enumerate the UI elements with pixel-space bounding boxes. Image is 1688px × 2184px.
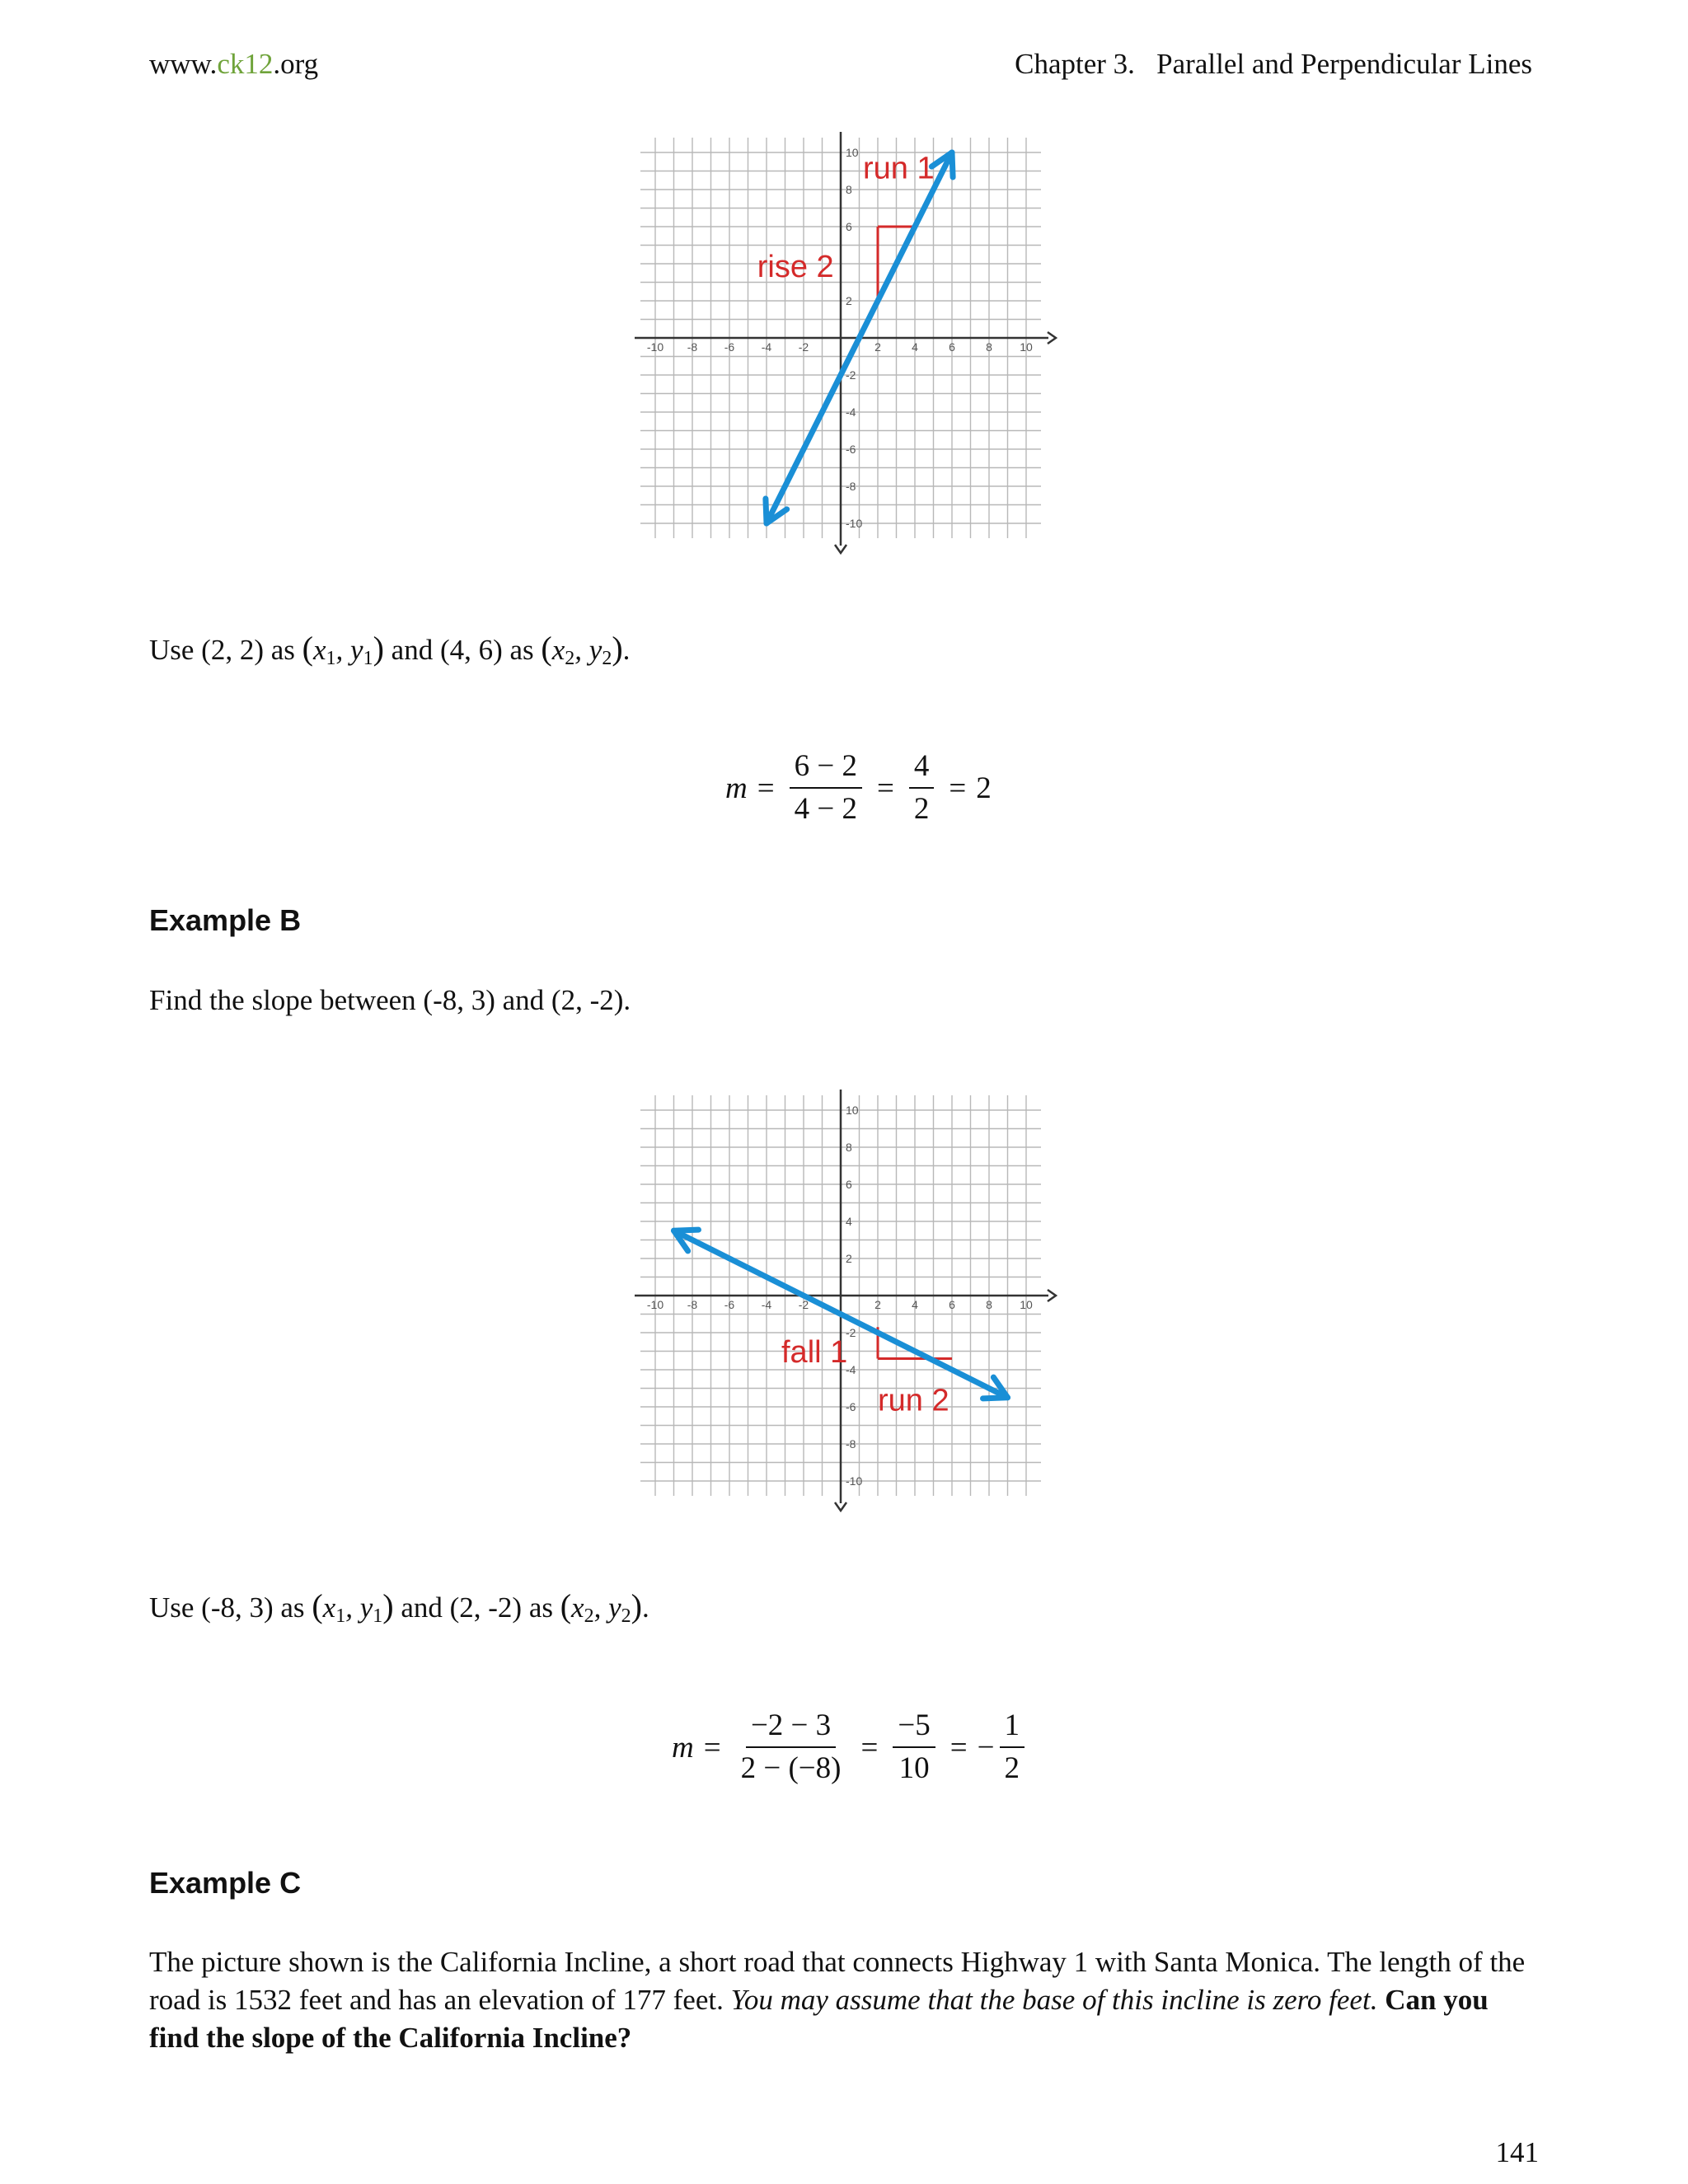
example-c-text-body: The picture shown is the California Incline, a short road that connects Highway 1 with Santa Monica. The length of the road is 1532 feet and has an elevation of 177 feet. [149,1946,1526,2016]
instruction-2-post: . [641,1591,649,1624]
y-tick-label: 4 [846,1215,852,1228]
x-axis-arrow-right [1048,1290,1056,1301]
slope-equation-2: m = $\frac{-2 - 3}{2 - (-8)}$ = $\frac{-5}{10}$ = − $\frac{1}{2}$ [672,1709,1029,1785]
y-tick-label: 2 [846,1252,852,1265]
y-axis-arrow-bottom [835,545,846,553]
example-c-heading: Example C [149,1866,302,1900]
eq1-result: 2 [976,771,992,805]
y-tick-label: 6 [846,1178,852,1191]
eq2-fraction-3 [1000,1709,1025,1785]
x-tick-label: -4 [761,340,772,354]
y-tick-label: -6 [846,1400,856,1413]
x-tick-label: -8 [687,1298,698,1311]
x-tick-label: -4 [761,1298,772,1311]
eq1-num1: 6 − 2 [790,750,862,789]
site-url[interactable] [149,48,318,81]
x-tick-label: -2 [798,1298,809,1311]
y-tick-label: 10 [846,1104,859,1117]
y-tick-label: -10 [846,1474,863,1488]
x-tick-label: -6 [724,340,735,354]
x-tick-label: -10 [646,1298,664,1311]
example-c-text [149,1943,1542,2057]
site-url-brand: ck12 [217,48,274,80]
instruction-1-mid: and (4, 6) as [383,634,542,666]
y-tick-label: -10 [846,517,863,530]
y-tick-label: -8 [846,1437,856,1451]
x-tick-label: 2 [874,1298,881,1311]
x-tick-label: -6 [724,1298,735,1311]
eq2-num2: −5 [893,1709,935,1748]
eq2-den3: 2 [1004,1751,1020,1785]
y-tick-label: 8 [846,183,852,196]
eq2-fraction-1 [736,1709,846,1785]
eq2-num3: 1 [1000,1709,1025,1748]
x-tick-label: 4 [912,1298,918,1311]
eq1-lhs: m [725,771,748,805]
instruction-1-pre: Use (2, 2) as [149,634,302,666]
run-label: run 1 [863,151,935,186]
instruction-2-pre: Use (-8, 3) as [149,1591,312,1624]
eq2-fraction-2 [893,1709,935,1785]
run-label: run 2 [878,1383,950,1418]
eq2-num1: −2 − 3 [746,1709,836,1748]
eq2-negative-sign: − [977,1730,995,1765]
fall-label: fall 1 [781,1335,848,1370]
eq1-den1: 4 − 2 [794,792,857,826]
y-tick-label: -4 [846,405,856,419]
rise-label: rise 2 [757,249,834,284]
eq2-den1: 2 − (−8) [740,1751,842,1785]
coordinate-plane-2 [635,1090,1063,1518]
y-tick-label: 8 [846,1141,852,1154]
x-tick-label: 2 [874,340,881,354]
instruction-text-2: Use (-8, 3) as ($x_1$, $y_1$) and (2, -2) as ($x_2$, $y_2$). [149,1587,649,1627]
example-c-question: Can you find the slope of the California Incline? [149,1984,1489,2054]
eq1-num2: 4 [909,750,935,789]
instruction-1-post: . [622,634,631,666]
y-tick-label: 6 [846,220,852,233]
eq1-den2: 2 [913,792,930,826]
instruction-2-mid: and (2, -2) as [393,1591,560,1624]
x-tick-label: 8 [986,1298,992,1311]
y-tick-label: -2 [846,1326,856,1339]
y-tick-label: -6 [846,443,856,456]
eq2-den2: 10 [898,1751,930,1785]
x-axis-arrow-right [1048,332,1056,344]
site-url-prefix: www. [149,48,218,80]
x-tick-label: 6 [949,1298,955,1311]
x-tick-label: 8 [986,340,992,354]
chapter-title: Chapter 3. Parallel and Perpendicular Lines [1015,48,1532,80]
graph-rise-run-positive [635,132,1063,560]
x-tick-label: 4 [912,340,918,354]
eq2-lhs: m [672,1730,694,1765]
x-tick-label: -2 [798,340,809,354]
y-tick-label: 10 [846,146,859,159]
eq1-fraction-2 [909,750,935,826]
slope-equation-1: m = $\frac{6 - 2}{4 - 2}$ = $\frac{4}{2}$ = 2 [725,749,992,826]
example-b-text: Find the slope between (-8, 3) and (2, -2). [149,984,631,1016]
example-c-text-italic: You may assume that the base of this incline is zero feet. [730,1984,1378,2016]
x-tick-label: -8 [687,340,698,354]
x-tick-label: 10 [1020,340,1033,354]
eq1-fraction-1 [790,750,862,826]
x-tick-label: 10 [1020,1298,1033,1311]
coordinate-plane-1 [635,132,1063,560]
x-tick-label: -10 [646,340,664,354]
y-tick-label: -4 [846,1363,856,1376]
y-tick-label: -8 [846,480,856,493]
example-b-heading: Example B [149,903,302,937]
y-tick-label: 2 [846,294,852,307]
page-number: 141 [1495,2136,1539,2168]
y-axis-arrow-bottom [835,1502,846,1511]
y-tick-label: -2 [846,368,856,382]
instruction-text-1: Use (2, 2) as ($x_1$, $y_1$) and (4, 6) as ($x_2$, $y_2$). [149,630,631,669]
graph-fall-run-negative [635,1090,1063,1518]
site-url-suffix: .org [273,48,319,80]
x-tick-label: 6 [949,340,955,354]
